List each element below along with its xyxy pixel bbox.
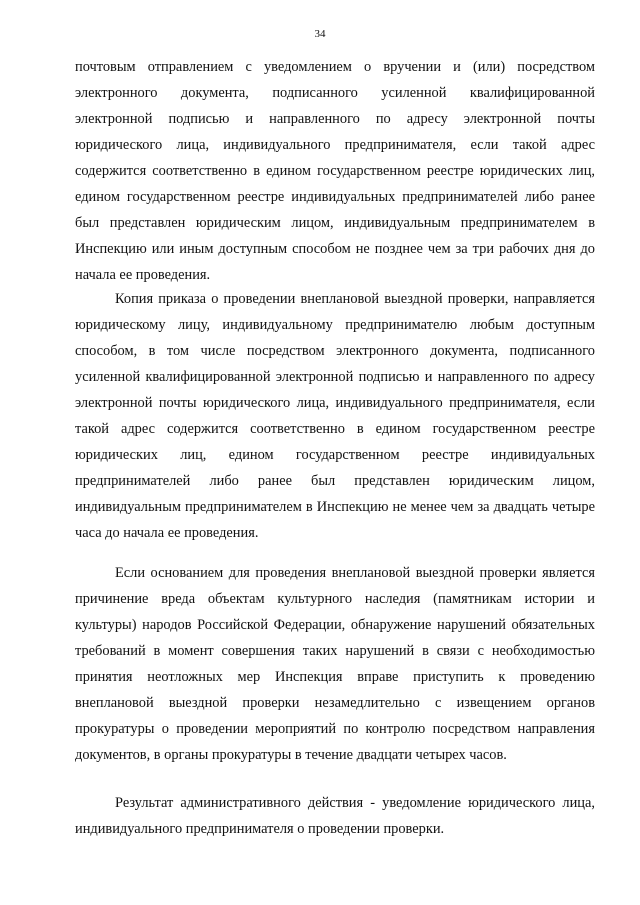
paragraph-notification-method: почтовым отправлением с уведомлением о вручении и (или) посредством электронного документа, подписанного усиленной квалифицированной электронной подписью и направленного по адресу электронной почты юридического лица, индивидуального предпринимателя, если такой адрес содержится соответственно в едином государственном реестре юридических лиц, едином государственном реестре индивидуальных предпринимателей либо ранее был представлен юридическим лицом, индивидуальным предпринимателем в Инспекцию или иным доступным способом не позднее чем за три рабочих дня до начала ее проведения. [75, 59, 595, 283]
paragraph-order-copy: Копия приказа о проведении внеплановой выездной проверки, направляется юридическому лицу, индивидуальному предпринимателю любым доступным способом, в том числе посредством электронного документа, подписанного усиленной квалифицированной электронной подписью и направленного по адресу электронной почты юридического лица, индивидуального предпринимателя, если такой адрес содержится соответственно в едином государственном реестре юридических лиц, едином государственном реестре индивидуальных предпринимателей либо ранее был представлен юридическим лицом, индивидуальным предпринимателем в Инспекцию не менее чем за двадцать четыре часа до начала ее проведения. [75, 291, 595, 541]
page-number: 34 [314, 28, 326, 40]
paragraph-result: Результат административного действия - уведомление юридического лица, индивидуального предпринимателя о проведении проверки. [75, 795, 595, 837]
paragraph-immediate-inspection: Если основанием для проведения внеплановой выездной проверки является причинение вреда объектам культурного наследия (памятникам истории и культуры) народов Российской Федерации, обнаружение нарушений обязательных требований в момент совершения таких нарушений в связи с необходимостью принятия неотложных мер Инспекция вправе приступить к проведению внеплановой выездной проверки незамедлительно с извещением органов прокуратуры о проведении мероприятий по контролю посредством направления документов, в органы прокуратуры в течение двадцати четырех часов. [75, 565, 595, 763]
